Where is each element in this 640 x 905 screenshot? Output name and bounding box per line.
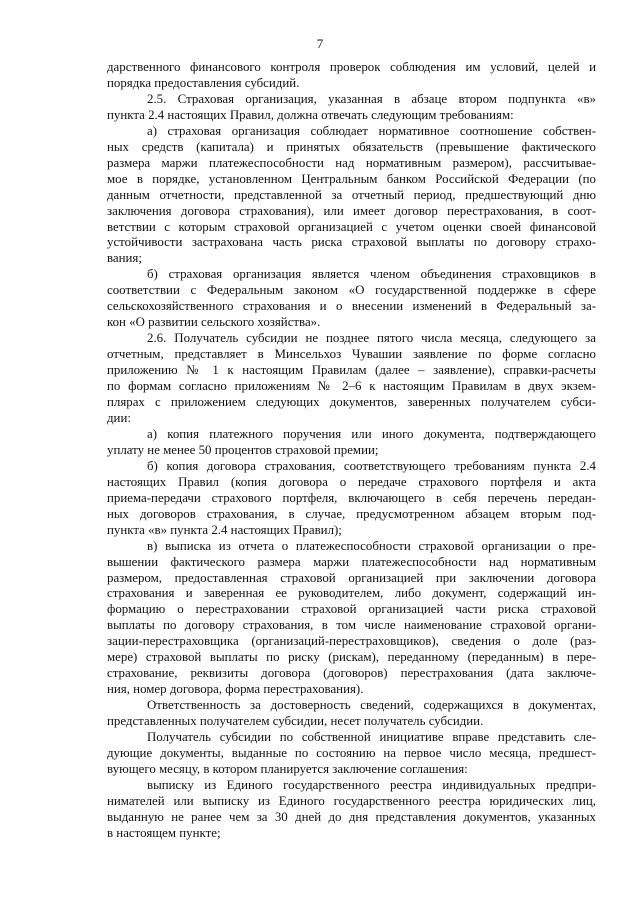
text-line: а) страховая организация соблюдает нормативное соотношение собствен- [147,123,596,138]
text-line: выданную не ранее чем за 30 дней до дня представления документов, указанных [107,809,596,824]
text-line: устойчивости застрахована часть риска страховой выплаты по договору страхо- [107,235,596,250]
text-line: зации-перестраховщика (организаций-перестраховщиков), сведения о доле (раз- [107,634,596,649]
text-line: соответствии с Федеральным законом «О государственной поддержке в сфере [107,283,596,298]
text-line: приема-передачи страхового портфеля, включающего в себя перечень передан- [107,490,596,505]
text-line: мое в порядке, установленном Центральным банком Российской Федерации (по [107,171,596,186]
text-line: заключения договора страхования), или имеет договор перестрахования, в соот- [107,203,596,218]
text-line: приложению № 1 к настоящим Правилам (далее – заявление), справки-расчеты [107,363,596,378]
text-line: а) копия платежного поручения или иного документа, подтверждающего [147,426,596,441]
text-line: отчетным, представляет в Минсельхоз Чувашии заявление по форме согласно [107,347,596,362]
page-number: 7 [316,36,324,51]
text-line: вания; [107,251,142,266]
text-line: пункта «в» пункта 2.4 настоящих Правил); [107,522,342,537]
text-line: выплаты по договору страхования, в том числе наименование страховой органи- [107,618,596,633]
text-line: размера маржи платежеспособности над нормативным размером), рассчитывае- [107,155,596,170]
text-line: Ответственность за достоверность сведений, содержащихся в документах, [147,698,596,713]
text-line: кон «О развитии сельского хозяйства». [107,315,321,330]
text-line: вующего месяцу, в котором планируется заключение соглашения: [107,761,468,776]
text-line: вышении фактического размера маржи платежеспособности над нормативным [107,554,596,569]
text-line: данным отчетности, представленной за отчетный период, предшествующий дню [107,187,596,202]
text-line: дарственного финансового контроля проверок соблюдения им условий, целей и [107,60,596,74]
text-line: страхования и заверенная ее руководителем, либо документ, содержащий ин- [107,586,596,601]
text-line: страхование, реквизиты договора (договоров) перестрахования (дата заключе- [107,666,596,681]
text-line: дующие документы, выданные по состоянию на первое число месяца, предшест- [107,745,596,760]
text-line: сельскохозяйственного страхования и о внесении изменений в Федеральный за- [107,299,596,314]
text-line: формацию о перестраховании страховой организацией части риска страховой [107,602,596,617]
text-line: настоящих Правил (копия договора о передаче страхового портфеля и акта [107,474,596,489]
text-line: плярах с приложением следующих документов, заверенных получателем субси- [107,395,596,410]
text-line: б) страховая организация является членом объединения страховщиков в [147,267,596,282]
text-line: нимателей или выписку из Единого государственного реестра юридических лиц, [107,793,596,808]
text-line: порядка предоставления субсидий. [107,75,300,90]
text-line: Получатель субсидии по собственной инициативе вправе представить сле- [147,730,596,745]
document-body [107,60,596,842]
text-line: 2.5. Страховая организация, указанная в абзаце втором подпункта «в» [147,91,596,106]
text-line: пункта 2.4 настоящих Правил, должна отвечать следующим требованиям: [107,107,514,122]
text-line: выписку из Единого государственного реестра индивидуальных предпри- [147,777,596,792]
text-line: ных договоров страхования, в случае, предусмотренном абзацем вторым под- [107,506,596,521]
text-line: дии: [107,410,131,425]
text-line: мере) страховой выплаты по риску (рискам), переданному (переданным) в пере- [107,650,596,665]
text-line: представленных получателем субсидии, несет получатель субсидии. [107,714,484,729]
text-line: в) выписка из отчета о платежеспособности страховой организации о пре- [147,538,596,553]
text-line: 2.6. Получатель субсидии не позднее пятого числа месяца, следующего за [147,331,596,346]
text-line: в настоящем пункте; [107,825,221,840]
text-line: уплату не менее 50 процентов страховой премии; [107,442,379,457]
text-line: ния, номер договора, форма перестрахования). [107,682,364,697]
text-line: б) копия договора страхования, соответствующего требованиям пункта 2.4 [147,458,596,473]
text-line: ных средств (капитала) и принятых обязательств (превышение фактического [107,139,596,154]
text-line: по формам согласно приложениям № 2–6 к настоящим Правилам в двух экзем- [107,379,596,394]
text-line: размером, предоставленная страховой организацией при заключении договора [107,570,596,585]
text-line: ветствии с которым страховой организацией с учетом оценки своей финансовой [107,219,596,234]
